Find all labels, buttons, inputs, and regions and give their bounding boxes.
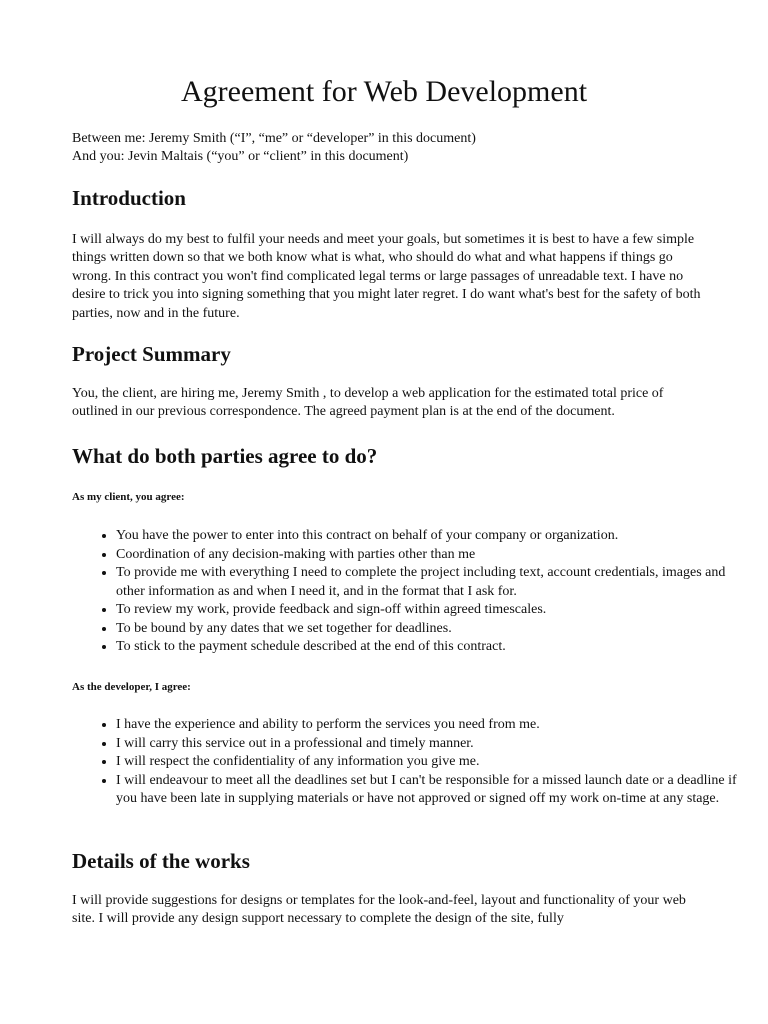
list-item: • I will respect the confidentiality of any information you give me. xyxy=(116,753,746,772)
list-item: • Coordination of any decision-making with parties other than me xyxy=(116,546,746,565)
introduction-heading: Introduction xyxy=(72,186,186,210)
developer-agree-label: As the developer, I agree: xyxy=(72,681,191,693)
parties-between-line: Between me: Jeremy Smith (“I”, “me” or “developer” in this document) xyxy=(72,131,476,146)
client-agree-label: As my client, you agree: xyxy=(72,491,185,503)
introduction-paragraph: I will always do my best to fulfil your needs and meet your goals, but sometimes it is best to have a few simple things written down so that we both know what is what, who should do what and what happens if things go wrong. In this contract you won't find complicated legal terms or large passages of unreadable text. I have no desire to trick you into signing something that you might later regret. I do want what's best for the safety of both parties, now and in the future. xyxy=(72,232,701,321)
list-item: • I will carry this service out in a professional and timely manner. xyxy=(116,735,746,754)
parties-and-line: And you: Jevin Maltais (“you” or “client” in this document) xyxy=(72,149,409,164)
list-item: • To stick to the payment schedule described at the end of this contract. xyxy=(116,638,746,657)
project-summary-heading: Project Summary xyxy=(72,342,231,366)
parties-block xyxy=(72,130,476,166)
list-item: • I have the experience and ability to perform the services you need from me. xyxy=(116,716,746,735)
developer-agree-list xyxy=(72,716,746,809)
list-item: • To review my work, provide feedback and sign-off within agreed timescales. xyxy=(116,601,746,620)
agreements-heading: What do both parties agree to do? xyxy=(72,444,378,468)
details-paragraph: I will provide suggestions for designs or templates for the look-and-feel, layout and functionality of your web site. I will provide any design support necessary to complete the design of the site, fully xyxy=(72,893,686,927)
details-heading: Details of the works xyxy=(72,849,250,873)
list-item: • I will endeavour to meet all the deadlines set but I can't be responsible for a missed launch date or a deadline if you have been late in supplying materials or have not approved or signed off my work on-time at any stage. xyxy=(116,772,746,809)
list-item: • You have the power to enter into this contract on behalf of your company or organization. xyxy=(116,527,746,546)
list-item: • To be bound by any dates that we set together for deadlines. xyxy=(116,620,746,639)
project-summary-paragraph: You, the client, are hiring me, Jeremy Smith , to develop a web application for the estimated total price of outlined in our previous correspondence. The agreed payment plan is at the end of the document. xyxy=(72,386,664,420)
document-title: Agreement for Web Development xyxy=(180,75,588,108)
client-agree-list xyxy=(72,527,746,657)
list-item: • To provide me with everything I need to complete the project including text, account credentials, images and other information as and when I need it, and in the format that I ask for. xyxy=(116,564,746,601)
